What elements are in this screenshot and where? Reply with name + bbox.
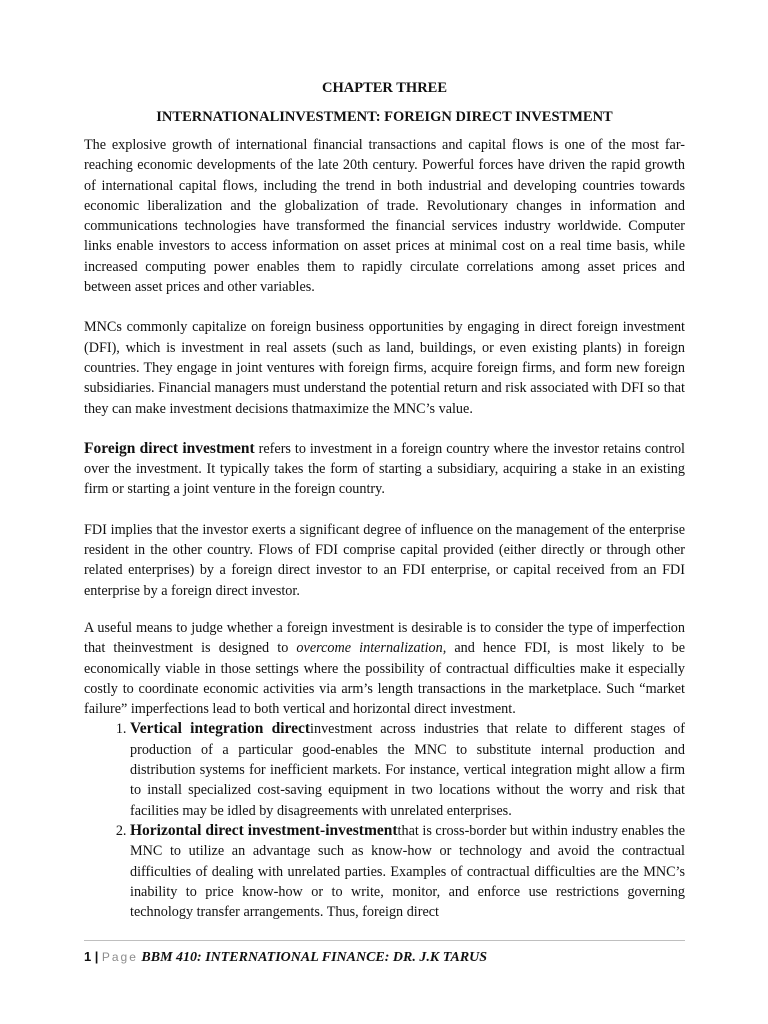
fdi-definition-text: refers to investment in a foreign country where the investor retains control over the investment. It typically takes the form of starting a subsidiary, acquiring a stake in an existing firm or starting a joint venture in the foreign country. [84,440,685,498]
page-number: 1 [84,949,92,964]
page-label: Page [101,950,138,964]
investment-types-list [84,719,685,922]
page-footer [84,940,685,968]
paragraph-market-failure [84,618,685,719]
vertical-text: investment across industries that relate to different stages of production of a particular good-enables the MNC to substitute internal production and distribution systems for inefficient markets. For instance, vertical integration might allow a firm to install specialized cost-saving equipment in two locations without the worry and risk that facilities may be idled by disagreements with unrelated enterprises. [130,721,685,819]
footer-separator: | [94,949,99,964]
list-item-vertical [130,719,685,820]
paragraph-mnc: MNCs commonly capitalize on foreign business opportunities by engaging in direct foreign investment (DFI), which is investment in real assets (such as land, buildings, or even existing plants) in foreign countries. They engage in joint ventures with foreign firms, acquire foreign firms, and form new foreign subsidiaries. Financial managers must understand the potential return and risk associated with DFI so that they can make investment decisions thatmaximize the MNC’s value. [84,319,685,417]
horizontal-term: Horizontal direct investment-investment [130,821,398,839]
market-failure-text-b: and hence FDI, is most likely to be economically viable in those settings where the possibility of contractual difficulties make it especially costly to coordinate economic activities via arm’s length transactions in the marketplace. Such “market failure” imperfections lead to both vertical and horizontal direct investment. [84,640,686,718]
emphasis-internalization: overcome internalization, [296,640,447,657]
fdi-term: Foreign direct investment [84,439,255,457]
chapter-title: INTERNATIONALINVESTMENT: FOREIGN DIRECT INVESTMENT [156,109,613,125]
paragraph-fdi-definition [84,439,685,500]
paragraph-intro: The explosive growth of international financial transactions and capital flows is one of the most far-reaching economic developments of the late 20th century. Powerful forces have driven the rapid growth of international capital flows, including the trend in both industrial and developing countries towards economic liberalization and the globalization of trade. Revolutionary changes in information and communications technologies have transformed the financial services industry worldwide. Computer links enable investors to access information on asset prices at minimal cost on a real time basis, while increased computing power enables them to rapidly circulate correlations among asset prices and between asset prices and other variables. [84,137,685,296]
horizontal-text: that is cross-border but within industry enables the MNC to utilize an advantage such as know-how or technology and avoid the contractual difficulties of dealing with unrelated parties. Examples of contractual difficulties are the MNC’s inability to price know-how or to write, monitor, and enforce use restrictions governing technology transfer arrangements. Thus, foreign direct [130,822,685,921]
chapter-heading: CHAPTER THREE [321,80,448,96]
paragraph-fdi-influence: FDI implies that the investor exerts a significant degree of influence on the management of the enterprise resident in the other country. Flows of FDI comprise capital provided (either directly or through other related enterprises) by a foreign direct investor to an FDI enterprise, or capital received from an FDI enterprise by a foreign direct investor. [84,521,685,599]
vertical-term: Vertical integration direct [130,720,311,738]
page-content [84,78,685,922]
list-item-horizontal [130,821,685,922]
market-failure-text-a: A useful means to judge whether a foreign investment is desirable is to consider the type of imperfection that theinvestment is designed to [84,619,685,657]
course-title: BBM 410: INTERNATIONAL FINANCE: DR. J.K TARUS [141,950,488,965]
